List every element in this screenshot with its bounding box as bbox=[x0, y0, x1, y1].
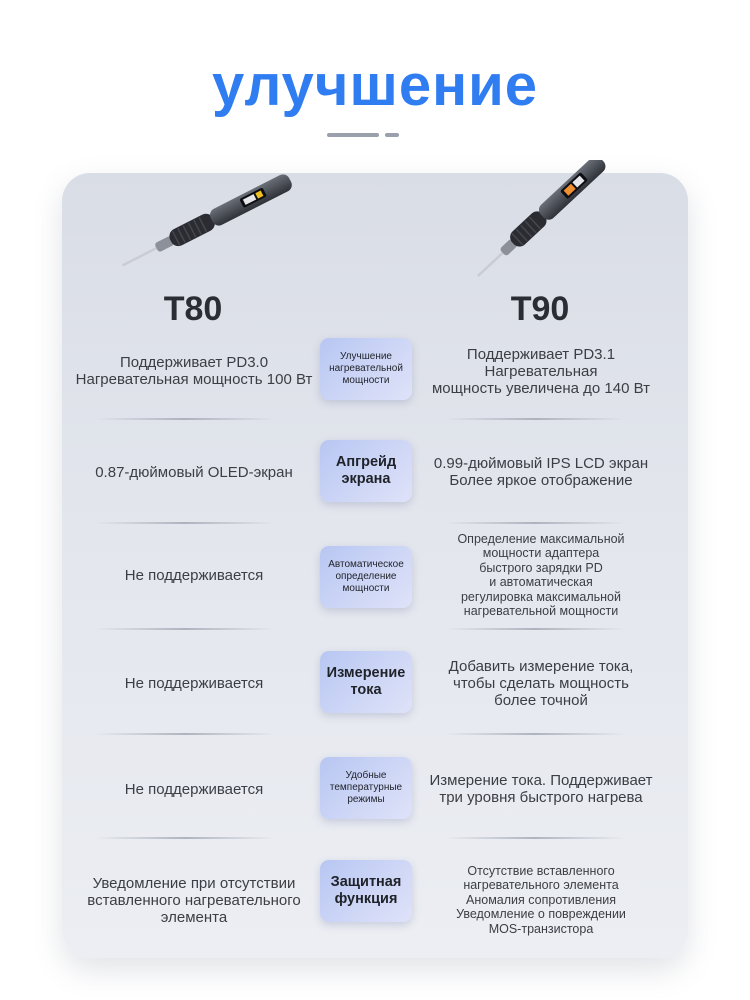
feature-badge-current-measurement bbox=[320, 651, 412, 713]
t80-auto-power-detect: Не поддерживается bbox=[124, 566, 264, 584]
t90-temperature-modes: Измерение тока. Поддерживает три уровня быстрого нагрева bbox=[429, 772, 653, 806]
t90-soldering-iron-image bbox=[455, 160, 615, 280]
t80-soldering-iron-image bbox=[105, 165, 305, 275]
row-divider bbox=[445, 522, 625, 524]
feature-badge-auto-power-detect bbox=[320, 546, 412, 608]
model-name-t80: T80 bbox=[163, 290, 223, 328]
row-divider bbox=[445, 837, 625, 839]
t90-current-measurement: Добавить измерение тока, чтобы сделать мощность более точной bbox=[448, 657, 634, 709]
feature-badge-protection bbox=[320, 860, 412, 922]
row-divider bbox=[445, 628, 625, 630]
t90-protection: Отсутствие вставленного нагревательного элемента Аномалия сопротивления Уведомление о повреждении MOS-транзистора bbox=[456, 863, 626, 936]
row-divider bbox=[445, 418, 625, 420]
comparison-row-current-measurement bbox=[62, 651, 688, 715]
row-divider bbox=[95, 733, 275, 735]
feature-badge-label: Автоматическое определение мощности bbox=[328, 559, 404, 594]
row-divider bbox=[445, 733, 625, 735]
t90-heating-power: Поддерживает PD3.1 Нагревательная мощность увеличена до 140 Вт bbox=[431, 345, 651, 397]
feature-badge-label: Удобные температурные режимы bbox=[329, 770, 403, 805]
page-title: улучшение bbox=[211, 53, 539, 118]
feature-badge-temperature-modes bbox=[320, 757, 412, 819]
t80-protection: Уведомление при отсутствии вставленного нагревательного элемента bbox=[87, 874, 301, 926]
row-divider bbox=[95, 522, 275, 524]
feature-badge-label: Апгрейд экрана bbox=[335, 454, 397, 487]
feature-badge-screen bbox=[320, 440, 412, 502]
row-divider bbox=[95, 628, 275, 630]
t90-auto-power-detect: Определение максимальной мощности адаптера быстрого зарядки PD и автоматическая регулировка максимальной нагревательной мощности bbox=[457, 531, 625, 618]
t80-heating-power: Поддерживает PD3.0 Нагревательная мощность 100 Вт bbox=[75, 354, 313, 388]
t90-screen: 0.99-дюймовый IPS LCD экран Более яркое отображение bbox=[433, 455, 649, 489]
t80-screen: 0.87-дюймовый OLED-экран bbox=[95, 463, 293, 481]
feature-badge-heating-power bbox=[320, 338, 412, 400]
comparison-row-temperature-modes bbox=[62, 757, 688, 821]
row-divider bbox=[95, 837, 275, 839]
feature-badge-label: Измерение тока bbox=[326, 665, 406, 698]
feature-badge-label: Защитная функция bbox=[330, 874, 402, 907]
model-name-t90: T90 bbox=[510, 290, 570, 328]
feature-badge-label: Улучшение нагревательной мощности bbox=[329, 351, 403, 386]
t80-temperature-modes: Не поддерживается bbox=[124, 780, 264, 798]
comparison-row-auto-power-detect bbox=[62, 530, 688, 620]
t80-current-measurement: Не поддерживается bbox=[124, 674, 264, 692]
comparison-row-screen bbox=[62, 440, 688, 504]
comparison-row-heating-power bbox=[62, 338, 688, 404]
row-divider bbox=[95, 418, 275, 420]
comparison-row-protection bbox=[62, 860, 688, 940]
title-underline bbox=[327, 133, 399, 137]
